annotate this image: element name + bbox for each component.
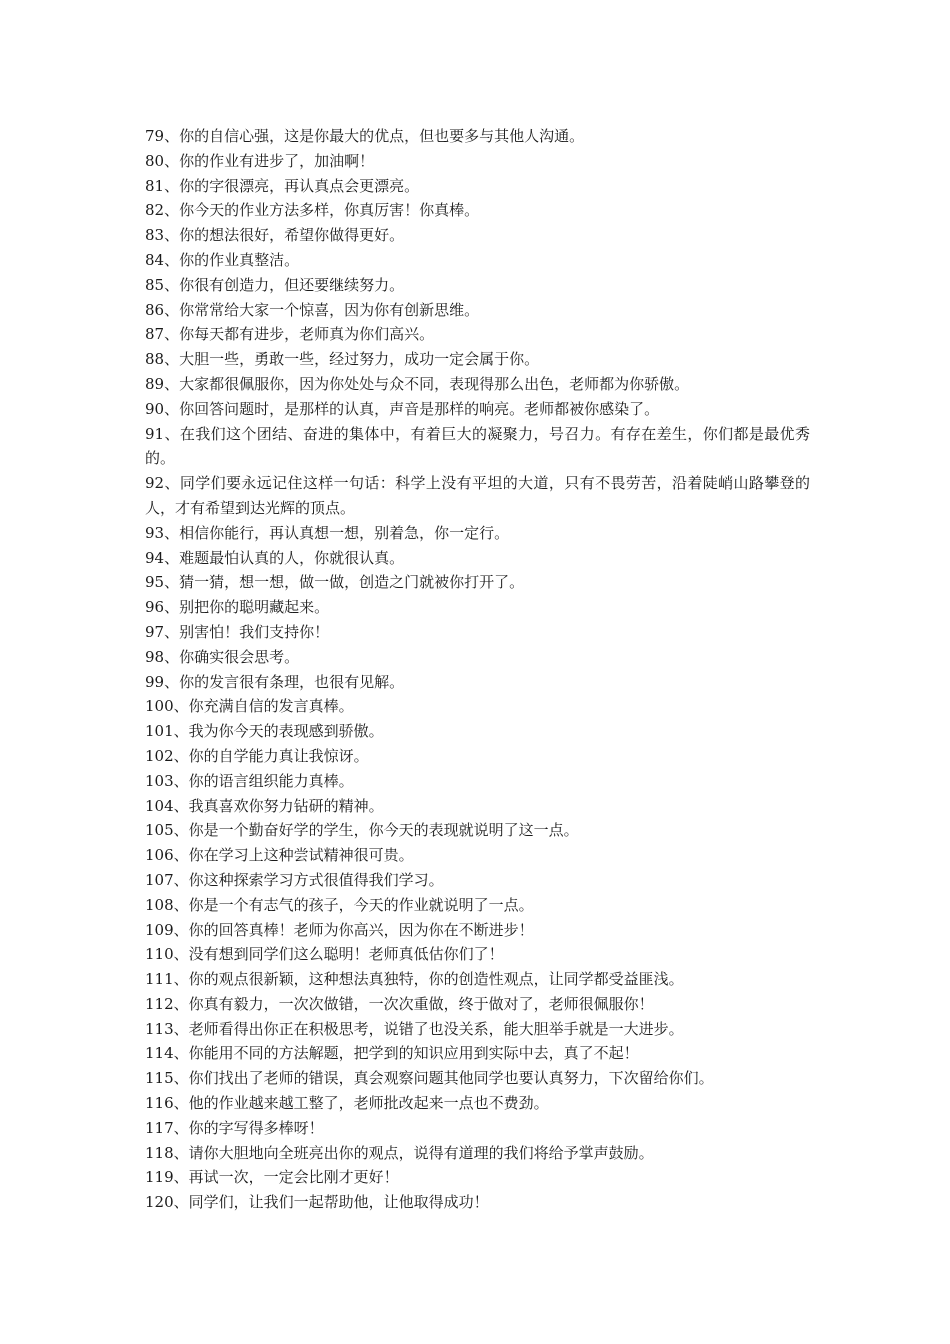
list-item: 84、你的作业真整洁。: [145, 250, 300, 269]
list-item: 111、你的观点很新颖，这种想法真独特，你的创造性观点，让同学都受益匪浅。: [145, 970, 684, 989]
list-item: 101、我为你今天的表现感到骄傲。: [145, 722, 384, 741]
list-item: 106、你在学习上这种尝试精神很可贵。: [145, 846, 414, 865]
list-item: 104、我真喜欢你努力钻研的精神。: [145, 796, 384, 815]
list-item: 95、猜一猜，想一想，做一做，创造之门就被你打开了。: [145, 573, 525, 592]
list-item: 92、同学们要永远记住这样一句话：科学上没有平坦的大道，只有不畏劳苦，沿着陡峭山路攀登的人，才有希望到达光辉的顶点。: [145, 474, 810, 517]
list-item: 86、你常常给大家一个惊喜，因为你有创新思维。: [145, 300, 480, 319]
list-item: 99、你的发言很有条理，也很有见解。: [145, 672, 405, 691]
list-item: 118、请你大胆地向全班亮出你的观点，说得有道理的我们将给予掌声鼓励。: [145, 1143, 654, 1162]
list-item: 98、你确实很会思考。: [145, 647, 300, 666]
list-item: 91、在我们这个团结、奋进的集体中，有着巨大的凝聚力，号召力。有存在差生，你们都是最优秀的。: [145, 424, 810, 468]
list-item: 108、你是一个有志气的孩子，今天的作业就说明了一点。: [145, 895, 534, 914]
list-item: 80、你的作业有进步了，加油啊！: [145, 151, 375, 170]
list-item: 116、他的作业越来越工整了，老师批改起来一点也不费劲。: [145, 1094, 549, 1113]
list-item: 100、你充满自信的发言真棒。: [145, 697, 354, 716]
list-item: 88、大胆一些，勇敢一些，经过努力，成功一定会属于你。: [145, 350, 540, 369]
list-item: 93、相信你能行，再认真想一想，别着急，你一定行。: [145, 523, 510, 542]
list-item: 113、老师看得出你正在积极思考，说错了也没关系，能大胆举手就是一大进步。: [145, 1019, 684, 1038]
list-item: 103、你的语言组织能力真棒。: [145, 771, 354, 790]
list-item: 120、同学们，让我们一起帮助他，让他取得成功！: [145, 1193, 489, 1212]
list-item: 79、你的自信心强，这是你最大的优点，但也要多与其他人沟通。: [145, 127, 585, 145]
list-item: 96、别把你的聪明藏起来。: [145, 598, 330, 617]
list-item: 87、你每天都有进步，老师真为你们高兴。: [145, 325, 435, 344]
list-item: 117、你的字写得多棒呀！: [145, 1118, 324, 1137]
list-item: 114、你能用不同的方法解题，把学到的知识应用到实际中去，真了不起！: [145, 1044, 639, 1063]
list-item: 83、你的想法很好，希望你做得更好。: [145, 226, 405, 245]
list-item: 81、你的字很漂亮，再认真点会更漂亮。: [145, 176, 420, 195]
list-item: 105、你是一个勤奋好学的学生，你今天的表现就说明了这一点。: [145, 821, 579, 840]
list-item: 90、你回答问题时，是那样的认真，声音是那样的响亮。老师都被你感染了。: [145, 399, 660, 418]
comment-list: [145, 124, 810, 1215]
list-item: 107、你这种探索学习方式很值得我们学习。: [145, 870, 444, 889]
list-item: 115、你们找出了老师的错误，真会观察问题其他同学也要认真努力，下次留给你们。: [145, 1069, 714, 1088]
list-item: 85、你很有创造力，但还要继续努力。: [145, 275, 405, 294]
list-item: 102、你的自学能力真让我惊讶。: [145, 746, 369, 765]
list-item: 109、你的回答真棒！老师为你高兴，因为你在不断进步！: [145, 920, 534, 939]
list-item: 119、再试一次，一定会比刚才更好！: [145, 1168, 399, 1187]
list-item: 89、大家都很佩服你，因为你处处与众不同，表现得那么出色，老师都为你骄傲。: [145, 374, 690, 393]
list-item: 110、没有想到同学们这么聪明！老师真低估你们了！: [145, 945, 504, 964]
list-item: 97、别害怕！我们支持你！: [145, 622, 330, 641]
list-item: 94、难题最怕认真的人，你就很认真。: [145, 548, 405, 567]
list-item: 82、你今天的作业方法多样，你真厉害！你真棒。: [145, 201, 480, 220]
list-item: 112、你真有毅力，一次次做错，一次次重做，终于做对了，老师很佩服你！: [145, 994, 654, 1013]
